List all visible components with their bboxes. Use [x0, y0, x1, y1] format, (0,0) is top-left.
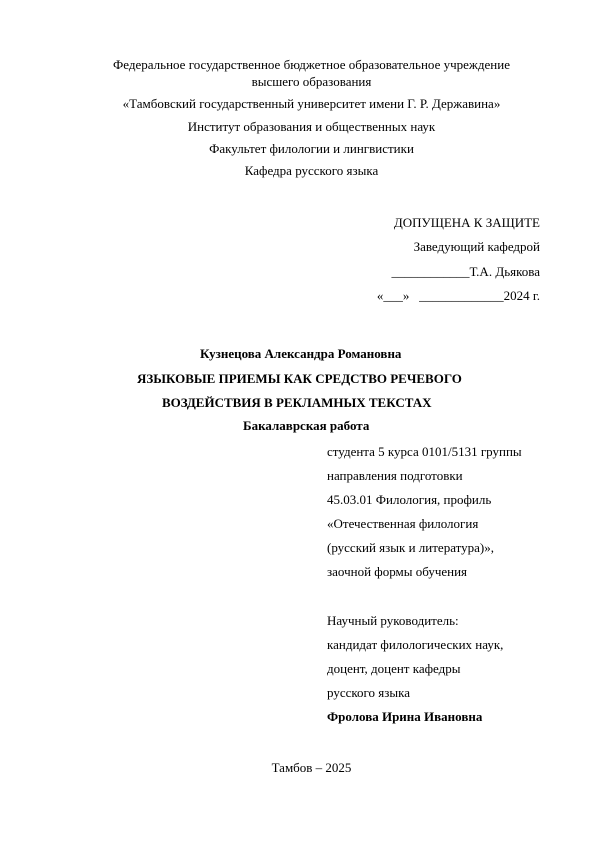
student-info-line: «Отечественная филология	[327, 516, 479, 531]
city-year: Тамбов – 2025	[271, 760, 352, 775]
work-type: Бакалаврская работа	[243, 418, 370, 433]
supervisor-name: Фролова Ирина Ивановна	[327, 709, 483, 724]
thesis-title-line-1: ЯЗЫКОВЫЕ ПРИЕМЫ КАК СРЕДСТВО РЕЧЕВОГО	[137, 371, 462, 386]
supervisor-department: русского языка	[327, 685, 411, 700]
department-name: Кафедра русского языка	[244, 163, 379, 178]
supervisor-position: доцент, доцент кафедры	[327, 661, 461, 676]
student-info-line: 45.03.01 Филология, профиль	[327, 492, 492, 507]
approval-signature: ____________Т.А. Дьякова	[391, 264, 540, 279]
approval-date: «___» _____________2024 г.	[376, 288, 540, 303]
approval-position: Заведующий кафедрой	[413, 239, 540, 254]
thesis-title-line-2: ВОЗДЕЙСТВИЯ В РЕКЛАМНЫХ ТЕКСТАХ	[162, 395, 432, 410]
university-name: «Тамбовский государственный университет имени Г. Р. Державина»	[122, 96, 501, 111]
faculty-name: Факультет филологии и лингвистики	[209, 141, 414, 156]
header-line-2: высшего образования	[251, 74, 372, 89]
student-info-line: студента 5 курса 0101/5131 группы	[327, 444, 522, 459]
student-info-line: заочной формы обучения	[327, 564, 468, 579]
institute-name: Институт образования и общественных наук	[187, 119, 436, 134]
student-info-line: (русский язык и литература)»,	[327, 540, 494, 555]
supervisor-degree: кандидат филологических наук,	[327, 637, 504, 652]
approval-title: ДОПУЩЕНА К ЗАЩИТЕ	[393, 215, 540, 230]
supervisor-label: Научный руководитель:	[327, 613, 459, 628]
author-name: Кузнецова Александра Романовна	[200, 346, 402, 361]
student-info-line: направления подготовки	[327, 468, 463, 483]
header-line-1: Федеральное государственное бюджетное образовательное учреждение	[113, 57, 510, 72]
